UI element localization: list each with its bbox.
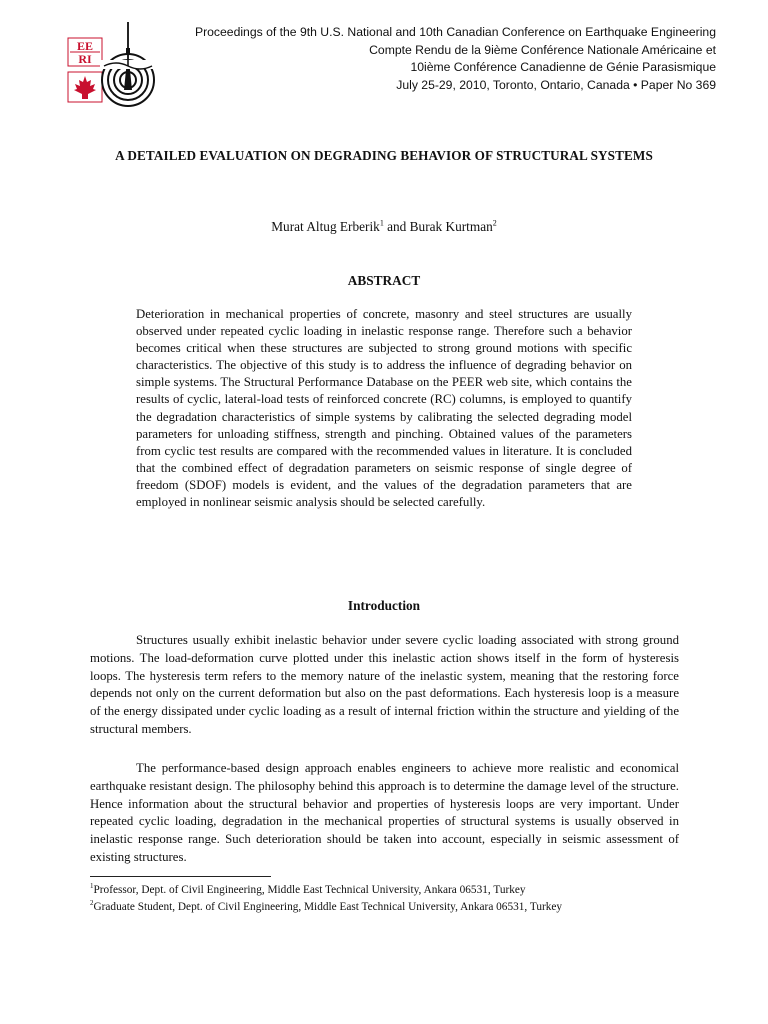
author-conjunction: and	[383, 219, 410, 234]
author-2: Burak Kurtman	[409, 219, 493, 234]
header-line-3: 10ième Conférence Canadienne de Génie Parasismique	[410, 60, 716, 74]
footnote-2-mark: 2	[90, 899, 94, 908]
paper-title: A DETAILED EVALUATION ON DEGRADING BEHAVIOR OF STRUCTURAL SYSTEMS	[115, 148, 653, 163]
footnote-1-mark: 1	[90, 882, 94, 891]
svg-text:RI: RI	[78, 52, 92, 66]
author-2-affiliation-mark: 2	[492, 218, 497, 228]
abstract-text: Deterioration in mechanical properties of concrete, masonry and steel structures are usually observed under repeated cyclic loading in inelastic response range. Therefore such a behavior becomes critical when these structures are subjected to strong ground motions with specific characteristics. The objective of this study is to address the influence of degrading behavior on simple systems. The Structural Performance Database on the PEER web site, which contains the results of cyclic, lateral-load tests of reinforced concrete (RC) columns, is employed to quantify the degradation characteristics of simple systems by calibrating the selected degrading model parameters for unloading stiffness, strength and pinching. Obtained values of the parameters from cyclic test results are compared with the recommended values in literature. It is concluded that the combined effect of degradation parameters on seismic response of single degree of freedom (SDOF) models is evident, and the values of the degradation parameters that are employed in nonlinear seismic analysis should be selected carefully.	[136, 307, 632, 510]
author-1-affiliation-mark: 1	[379, 218, 384, 228]
footnote-1	[90, 882, 690, 899]
header-line-4: July 25-29, 2010, Toronto, Ontario, Canada • Paper No 369	[396, 77, 716, 92]
author-line	[0, 219, 768, 235]
author-1: Murat Altug Erberik	[271, 219, 380, 234]
footnote-divider	[90, 876, 271, 877]
footnotes	[90, 882, 690, 916]
footnote-1-text: Professor, Dept. of Civil Engineering, Middle East Technical University, Ankara 06531, Turkey	[93, 884, 526, 896]
header-line-2: Compte Rendu de la 9ième Conférence Nationale Américaine et	[369, 42, 716, 57]
introduction-paragraph-1: Structures usually exhibit inelastic behavior under severe cyclic loading associated with strong ground motions. The load-deformation curve plotted under this inelastic action shows itself in the form of hysteresis loops. The hysteresis term refers to the memory nature of the inelastic system, meaning that the restoring force depends not only on the current deformation but also on the past deformations. Each hysteresis loop is a measure of the energy dissipated under cyclic loading as a result of internal friction within the structure and yielding of the structural members.	[90, 633, 679, 736]
footnote-2	[90, 899, 690, 916]
conference-header	[96, 24, 716, 94]
footnote-2-text: Graduate Student, Dept. of Civil Engineering, Middle East Technical University, Ankara 06531, Turkey	[93, 901, 563, 913]
header-line-1: Proceedings of the 9th U.S. National and 10th Canadian Conference on Earthquake Engineering	[194, 25, 716, 39]
introduction-paragraph-2: The performance-based design approach enables engineers to achieve more realistic and economical earthquake resistant design. The philosophy behind this approach is to determine the damage level of the structure. Hence information about the structural behavior and properties of hysteresis loops are very important. Under repeated cyclic loading, degradation in the mechanical properties of structural systems is usually observed in inelastic response range. Such deterioration should be taken into account, especially in seismic assessment of existing structures.	[90, 761, 679, 864]
abstract-heading: ABSTRACT	[347, 273, 421, 288]
introduction-heading: Introduction	[347, 598, 421, 613]
svg-text:EE: EE	[76, 39, 94, 53]
